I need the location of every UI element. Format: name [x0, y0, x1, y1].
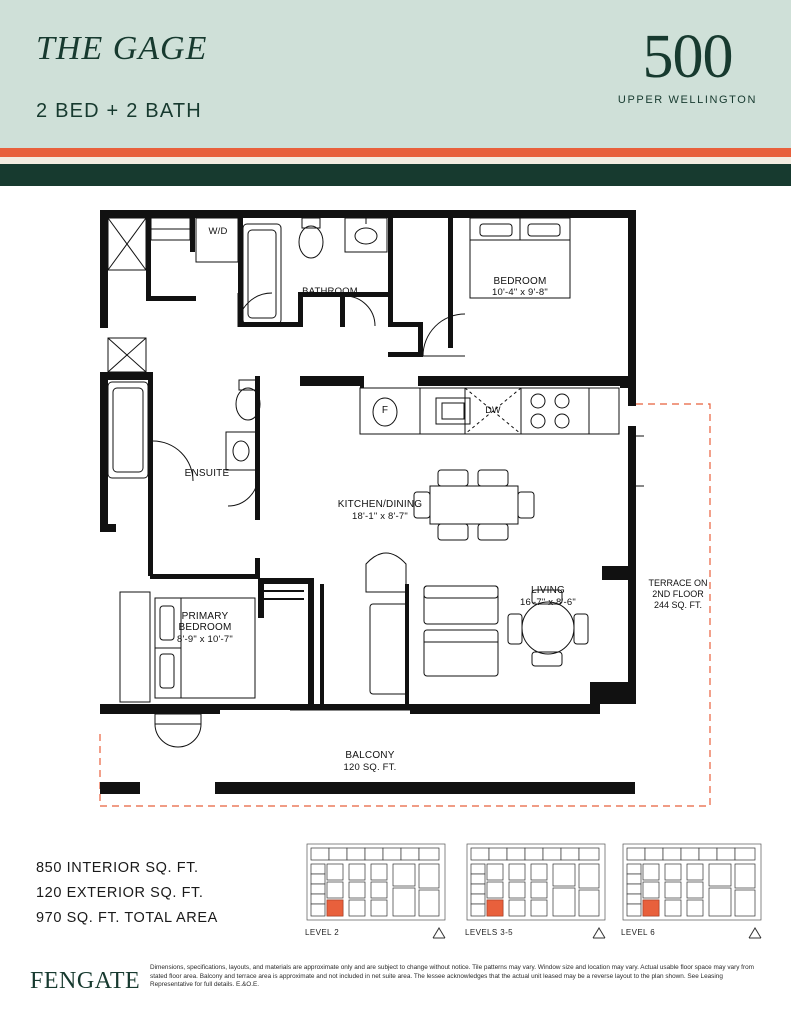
- room-label-ensuite: ENSUITE: [184, 468, 230, 479]
- appliance-label-fridge: F: [381, 405, 389, 416]
- room-label-balcony: BALCONY: [345, 750, 395, 761]
- interior-area: 850 INTERIOR SQ. FT.: [36, 860, 199, 876]
- floorplan: [0, 186, 791, 836]
- room-dims-living: 16'-7" x 8'-6": [520, 597, 576, 608]
- terrace-note-line2: 2ND FLOOR: [652, 589, 704, 599]
- room-label-primary-bedroom: BEDROOM: [178, 622, 232, 633]
- key-plan-level-6: [621, 840, 763, 937]
- appliance-label-dishwasher: DW: [485, 405, 501, 415]
- page-header: [0, 0, 791, 148]
- logo-number: 500: [642, 23, 733, 91]
- key-plan-label: LEVEL 2: [305, 928, 340, 937]
- key-plan-label: LEVEL 6: [621, 928, 656, 937]
- exterior-area: 120 EXTERIOR SQ. FT.: [36, 885, 204, 901]
- divider-cream: [0, 157, 791, 164]
- room-area-balcony: 120 SQ. FT.: [343, 762, 397, 773]
- developer-logo: FENGATE: [30, 968, 141, 994]
- terrace-area: 244 SQ. FT.: [653, 600, 703, 610]
- room-label-bedroom: BEDROOM: [493, 276, 547, 287]
- brand-logo: [617, 23, 757, 106]
- room-label-kitchen-dining: KITCHEN/DINING: [337, 499, 423, 510]
- room-dims-kitchen-dining: 18'-1" x 8'-7": [352, 511, 408, 522]
- key-plan-diagram: [305, 840, 447, 924]
- key-plan-level-2: [305, 840, 447, 937]
- terrace-note-line1: TERRACE ON: [648, 578, 708, 588]
- suite-area-specs: [36, 856, 218, 931]
- logo-subtitle: UPPER WELLINGTON: [617, 94, 757, 106]
- room-dims-primary: 8'-9" x 10'-7": [177, 634, 233, 645]
- room-dims-bedroom: 10'-4" x 9'-8": [492, 287, 548, 298]
- north-arrow-icon: [591, 926, 607, 942]
- unit-type-subtitle: 2 BED + 2 BATH: [36, 100, 202, 122]
- north-arrow-icon: [747, 926, 763, 942]
- key-plan-diagram: [621, 840, 763, 924]
- room-label-primary: PRIMARY: [181, 611, 229, 622]
- total-area: 970 SQ. FT. TOTAL AREA: [36, 910, 218, 926]
- divider-orange: [0, 148, 791, 157]
- room-label-living: LIVING: [531, 585, 565, 596]
- room-label-bathroom: BATHROOM: [302, 286, 358, 297]
- divider-green: [0, 164, 791, 186]
- disclaimer-text: Dimensions, specifications, layouts, and materials are approximate only and are subject to change without notice. Tile patterns may vary. Window size and location may vary. Actual usable floor space may vary from stated floor area. Balcony and terrace area is approximate and not included in net suite area. The lessee acknowledges that the actual unit leased may be a reverse layout to the plan shown. See Leasing Representative for full details. E.&O.E.: [150, 964, 754, 989]
- north-arrow-icon: [431, 926, 447, 942]
- key-plan-levels-3-5: [465, 840, 607, 937]
- key-plan-label: LEVELS 3-5: [465, 928, 514, 937]
- key-plan-diagram: [465, 840, 607, 924]
- page-title: THE GAGE: [36, 30, 208, 67]
- key-plans: [305, 840, 765, 950]
- room-label-wd: W/D: [208, 226, 228, 237]
